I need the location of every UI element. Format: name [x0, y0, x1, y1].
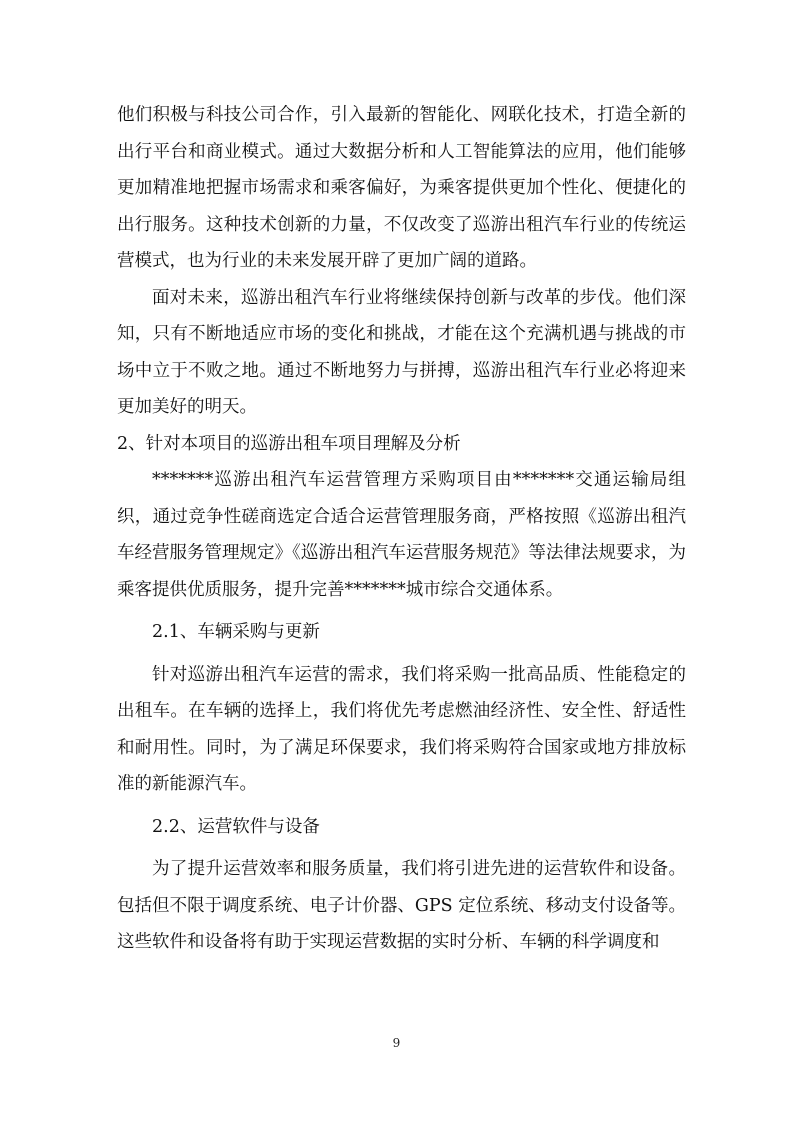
document-body: [117, 97, 686, 961]
subsection-heading-2-1: 2.1、车辆采购与更新: [152, 622, 320, 642]
subsection-heading-2-2: 2.2、运营软件与设备: [152, 816, 320, 837]
paragraph-software-equipment: 为了提升运营效率和服务质量，我们将引进先进的运营软件和设备。包括但不限于调度系统、电子计价器、GPS 定位系统、移动支付设备等。这些软件和设备将有助于实现运营数据的实时分析、车辆的科学调度和: [117, 859, 686, 952]
paragraph-vehicle-procurement: 针对巡游出租汽车运营的需求，我们将采购一批高品质、性能稳定的出租车。在车辆的选择上，我们将优先考虑燃油经济性、安全性、舒适性和耐用性。同时，为了满足环保要求，我们将采购符合国家或地方排放标准的新能源汽车。: [117, 664, 686, 794]
section-heading-2: 2、针对本项目的巡游出租车项目理解及分析: [117, 433, 461, 454]
paragraph-continuation: 他们积极与科技公司合作，引入最新的智能化、网联化技术，打造全新的出行平台和商业模式。通过大数据分析和人工智能算法的应用，他们能够更加精准地把握市场需求和乘客偏好，为乘客提供更加个性化、便捷化的出行服务。这种技术创新的力量，不仅改变了巡游出租汽车行业的传统运营模式，也为行业的未来发展开辟了更加广阔的道路。: [117, 105, 686, 271]
paragraph-project-overview: *******巡游出租汽车运营管理方采购项目由*******交通运输局组织，通过竞争性磋商选定合适合运营管理服务商，严格按照《巡游出租汽车经营服务管理规定》《巡游出租汽车运营服务规范》等法律法规要求，为乘客提供优质服务，提升完善*******城市综合交通体系。: [117, 470, 686, 600]
paragraph-future-outlook: 面对未来，巡游出租汽车行业将继续保持创新与改革的步伐。他们深知，只有不断地适应市场的变化和挑战，才能在这个充满机遇与挑战的市场中立于不败之地。通过不断地努力与拼搏，巡游出租汽车行业必将迎来更加美好的明天。: [117, 287, 686, 417]
page-number: 9: [392, 1036, 401, 1050]
